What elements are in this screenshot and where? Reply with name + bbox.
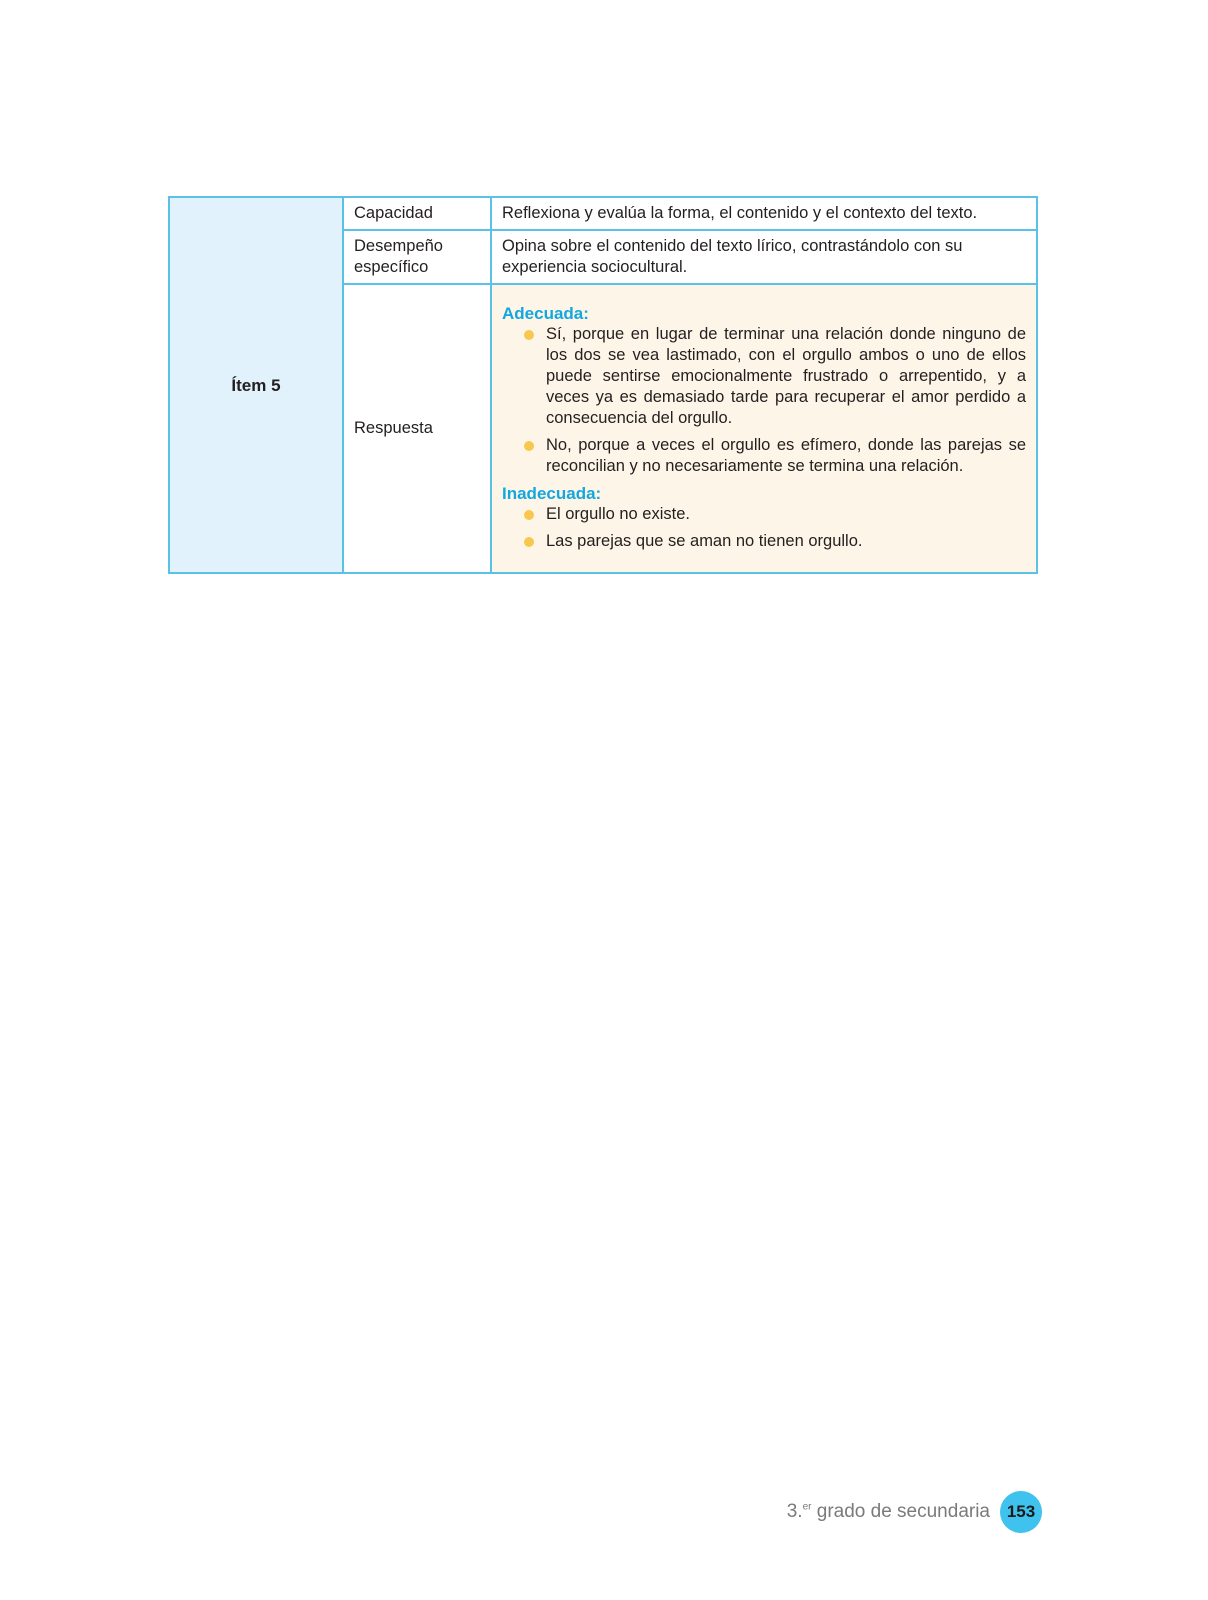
respuesta-content [491,284,1037,573]
grade-text: grado de secundaria [811,1501,990,1522]
adequate-list [502,324,1026,477]
capacidad-label: Capacidad [343,197,491,230]
bullet-dot-icon [524,537,534,547]
inadequate-answer-2: Las parejas que se aman no tienen orgullo. [546,532,863,550]
adequate-heading: Adecuada: [502,304,589,323]
table-row-capacidad [169,197,1037,230]
adequate-answer-2: No, porque a veces el orgullo es efímero, donde las parejas se reconcilian y no necesariamente se termina una relación. [546,436,1026,475]
desempeno-label: Desempeño específico [343,230,491,284]
capacidad-content: Reflexiona y evalúa la forma, el contenido y el contexto del texto. [491,197,1037,230]
page-footer [787,1491,1042,1533]
grade-number: 3. [786,1501,803,1522]
inadequate-answer-1: El orgullo no existe. [546,505,690,523]
list-item [524,324,1026,429]
grade-superscript: er [802,1501,812,1513]
item-label: Ítem 5 [169,197,343,573]
inadequate-heading: Inadecuada: [502,484,602,503]
grade-label [787,1501,990,1523]
list-item [524,504,1026,525]
respuesta-label: Respuesta [343,284,491,573]
bullet-dot-icon [524,510,534,520]
adequate-answer-1: Sí, porque en lugar de terminar una relación donde ninguno de los dos se vea lastimado, con el orgullo ambos o uno de ellos puede sentirse emocionalmente frustrado o arrepentido, y a veces ya es demasiado tarde para recuperar el amor perdido a consecuencia del orgullo. [546,325,1026,427]
list-item [524,531,1026,552]
page-number-badge: 153 [1000,1491,1042,1533]
bullet-dot-icon [524,441,534,451]
inadequate-list [502,504,1026,552]
rubric-table [168,196,1038,574]
list-item [524,435,1026,477]
desempeno-content: Opina sobre el contenido del texto lírico, contrastándolo con su experiencia sociocultural. [491,230,1037,284]
bullet-dot-icon [524,330,534,340]
